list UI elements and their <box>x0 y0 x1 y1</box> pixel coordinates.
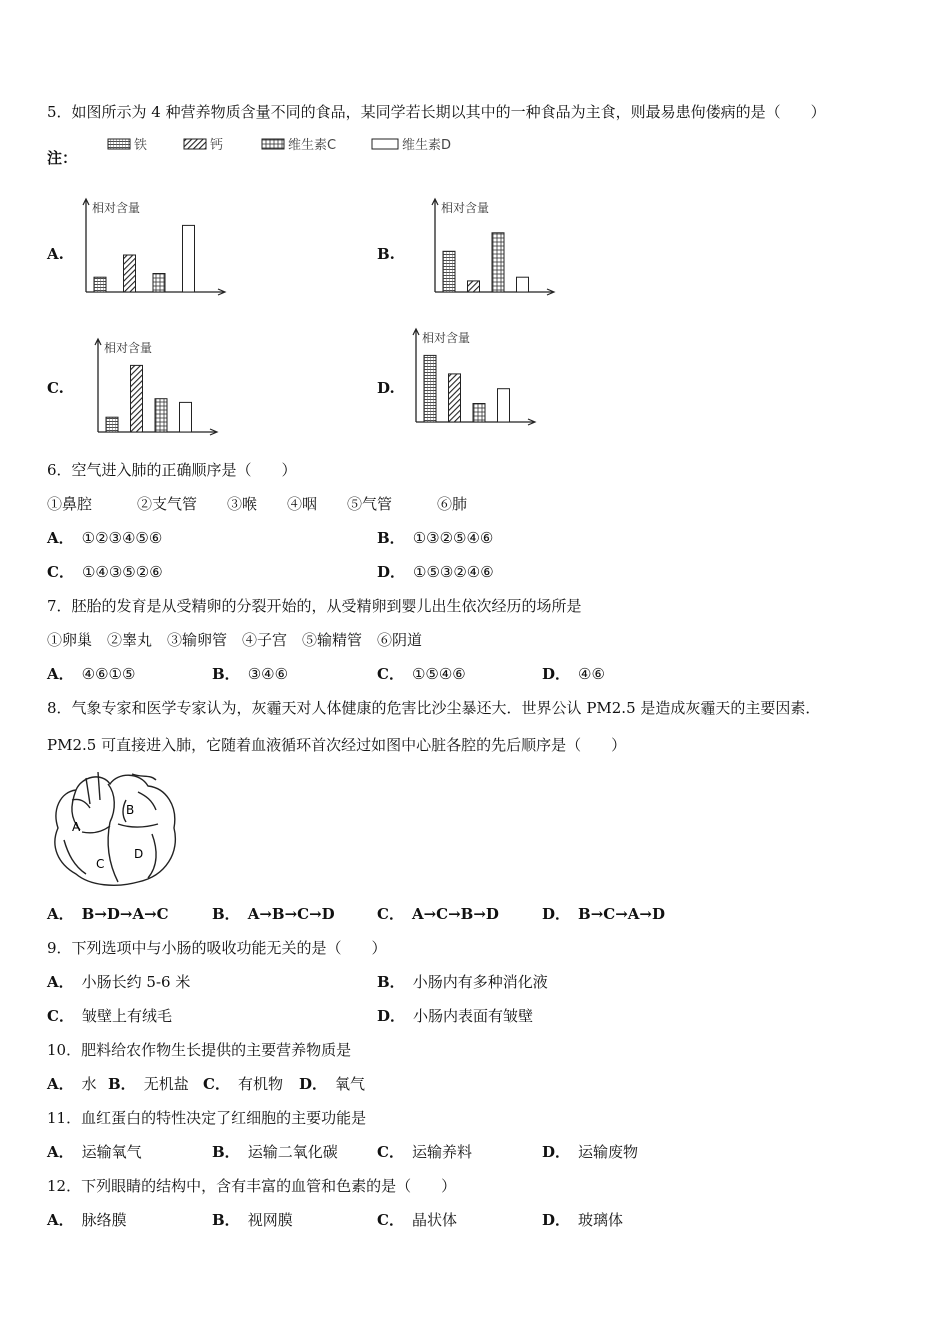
q5-option-d-label: D. <box>377 379 395 397</box>
q11-option-b-label: B． <box>212 1143 240 1161</box>
q11-option-b-text: 运输二氧化碳 <box>247 1143 338 1161</box>
q10-option-d[interactable] <box>299 1074 365 1094</box>
bar-vitamin-c <box>155 399 167 432</box>
q11-option-a[interactable] <box>47 1142 142 1162</box>
bar-iron <box>443 251 455 292</box>
q8-option-b-text: A→B→C→D <box>247 905 335 923</box>
q11-option-c-text: 运输养料 <box>411 1143 472 1161</box>
q7-option-b[interactable] <box>212 664 288 684</box>
q12-option-c[interactable] <box>377 1210 457 1230</box>
heart-label-d: D <box>134 847 144 861</box>
q9-option-b-text: 小肠内有多种消化液 <box>412 973 548 991</box>
q9-stem: 9．下列选项中与小肠的吸收功能无关的是（ ） <box>47 939 387 957</box>
q6-option-c-text: ①④③⑤②⑥ <box>81 563 163 581</box>
q12-option-a-label: A． <box>47 1211 74 1229</box>
q6-option-a[interactable] <box>47 528 162 548</box>
q9-option-d-text: 小肠内表面有皱壁 <box>413 1007 534 1025</box>
q6-option-a-text: ①②③④⑤⑥ <box>81 529 163 547</box>
q9-option-a[interactable] <box>47 972 190 992</box>
bar-chart-b <box>427 196 557 300</box>
q10-option-b[interactable] <box>108 1074 189 1094</box>
q8-stem-line1: 8．气象专家和医学专家认为，灰霾天对人体健康的危害比沙尘暴还大．世界公认 PM2.5 是造成灰霾天的主要因素． <box>47 699 821 717</box>
q9-option-a-text: 小肠长约 5-6 米 <box>81 973 191 991</box>
bar-calcium <box>468 281 480 292</box>
y-axis-label: 相对含量 <box>422 331 471 345</box>
q7-option-c-text: ①⑤④⑥ <box>411 665 466 683</box>
bar-vitamin-d <box>183 225 195 292</box>
bar-vitamin-c <box>492 233 504 292</box>
q6-option-d-label: D． <box>377 563 406 581</box>
q11-option-c-label: C． <box>377 1143 404 1161</box>
q10-option-a-text: 水 <box>81 1075 97 1093</box>
q12-option-a-text: 脉络膜 <box>81 1211 127 1229</box>
q6-option-b-label: B． <box>377 529 405 547</box>
y-axis-label: 相对含量 <box>441 201 490 215</box>
bar-calcium <box>131 365 143 432</box>
bar-vitamin-d <box>498 389 510 422</box>
y-axis-label: 相对含量 <box>104 341 153 355</box>
q8-option-b[interactable] <box>212 904 335 924</box>
q10-option-d-text: 氧气 <box>335 1075 366 1093</box>
q6-option-b-text: ①③②⑤④⑥ <box>412 529 494 547</box>
heart-label-b: B <box>126 803 135 817</box>
q10-option-a[interactable] <box>47 1074 97 1094</box>
q5-option-b-label: B. <box>377 245 395 263</box>
q11-option-d-label: D． <box>542 1143 571 1161</box>
q7-option-a-label: A． <box>47 665 74 683</box>
q5-note-label: 注： <box>47 149 78 167</box>
q6-option-d-text: ①⑤③②④⑥ <box>413 563 494 581</box>
q8-option-a[interactable] <box>47 904 169 924</box>
q8-option-a-text: B→D→A→C <box>81 905 169 923</box>
q8-option-d[interactable] <box>542 904 665 924</box>
q12-option-b-text: 视网膜 <box>247 1211 293 1229</box>
legend-calcium-label: 钙 <box>210 138 224 153</box>
q7-option-a-text: ④⑥①⑤ <box>81 665 136 683</box>
q5-stem: 5．如图所示为 4 种营养物质含量不同的食品，某同学若长期以其中的一种食品为主食，则最易患佝偻病的是（ ） <box>47 103 826 121</box>
q9-option-b-label: B． <box>377 973 405 991</box>
q6-option-b[interactable] <box>377 528 493 548</box>
q6-items: ①鼻腔 ②支气管 ③喉 ④咽 ⑤气管 ⑥肺 <box>47 495 468 513</box>
q8-option-d-text: B→C→A→D <box>578 905 665 923</box>
q11-option-c[interactable] <box>377 1142 472 1162</box>
q7-option-c-label: C． <box>377 665 404 683</box>
q7-option-a[interactable] <box>47 664 135 684</box>
q8-option-c[interactable] <box>377 904 499 924</box>
legend-vitamin-d <box>372 137 451 153</box>
q12-option-d-text: 玻璃体 <box>578 1211 624 1229</box>
q11-option-b[interactable] <box>212 1142 338 1162</box>
q12-option-d-label: D． <box>542 1211 571 1229</box>
q9-option-a-label: A． <box>47 973 74 991</box>
q8-option-d-label: D． <box>542 905 571 923</box>
q11-option-d-text: 运输废物 <box>578 1143 639 1161</box>
q12-option-d[interactable] <box>542 1210 623 1230</box>
q9-option-c-label: C． <box>47 1007 74 1025</box>
q7-stem: 7．胚胎的发育是从受精卵的分裂开始的，从受精卵到婴儿出生依次经历的场所是 <box>47 597 582 615</box>
q6-option-c[interactable] <box>47 562 163 582</box>
q9-option-b[interactable] <box>377 972 548 992</box>
bar-iron <box>106 417 118 432</box>
q7-option-d-text: ④⑥ <box>578 665 605 683</box>
heart-label-c: C <box>96 857 105 871</box>
q8-option-c-label: C． <box>377 905 404 923</box>
q9-option-c[interactable] <box>47 1006 172 1026</box>
q9-option-c-text: 皱壁上有绒毛 <box>81 1007 172 1025</box>
bar-chart-d <box>408 326 538 430</box>
q9-option-d-label: D． <box>377 1007 406 1025</box>
q7-option-b-label: B． <box>212 665 240 683</box>
q10-option-d-label: D． <box>299 1075 328 1093</box>
q12-option-c-text: 晶状体 <box>411 1211 457 1229</box>
q10-option-c-text: 有机物 <box>237 1075 283 1093</box>
bar-vitamin-d <box>180 402 192 432</box>
q5-option-c-label: C. <box>47 379 64 397</box>
y-axis-label: 相对含量 <box>92 201 141 215</box>
q12-option-b[interactable] <box>212 1210 293 1230</box>
q12-option-b-label: B． <box>212 1211 240 1229</box>
q10-option-a-label: A． <box>47 1075 74 1093</box>
q7-items: ①卵巢 ②睾丸 ③输卵管 ④子宫 ⑤输精管 ⑥阴道 <box>47 631 423 649</box>
bar-vitamin-d <box>517 277 529 292</box>
legend-vitamin-c-label: 维生素C <box>288 138 337 153</box>
q6-stem: 6．空气进入肺的正确顺序是（ ） <box>47 461 297 479</box>
legend-vitamin-d-label: 维生素D <box>402 138 452 153</box>
bar-chart-c <box>90 336 220 440</box>
q10-option-c[interactable] <box>203 1074 283 1094</box>
legend-iron-label: 铁 <box>134 138 148 153</box>
q6-option-a-label: A． <box>47 529 74 547</box>
q12-stem: 12．下列眼睛的结构中，含有丰富的血管和色素的是（ ） <box>47 1177 457 1195</box>
q8-option-c-text: A→C→B→D <box>411 905 499 923</box>
bar-calcium <box>449 374 461 422</box>
bar-iron <box>424 355 436 422</box>
q5-legend <box>100 134 480 156</box>
q6-option-c-label: C． <box>47 563 74 581</box>
q7-option-d[interactable] <box>542 664 605 684</box>
q11-option-d[interactable] <box>542 1142 638 1162</box>
bar-calcium <box>124 255 136 292</box>
q7-option-c[interactable] <box>377 664 466 684</box>
q11-stem: 11．血红蛋白的特性决定了红细胞的主要功能是 <box>47 1109 367 1127</box>
q11-option-a-text: 运输氧气 <box>81 1143 142 1161</box>
q11-option-a-label: A． <box>47 1143 74 1161</box>
q12-option-a[interactable] <box>47 1210 127 1230</box>
q9-option-d[interactable] <box>377 1006 533 1026</box>
q6-option-d[interactable] <box>377 562 494 582</box>
legend-calcium <box>184 138 223 153</box>
legend-iron <box>108 137 147 153</box>
bar-vitamin-c <box>473 404 485 423</box>
q7-option-b-text: ③④⑥ <box>247 665 289 683</box>
bar-vitamin-c <box>153 274 165 293</box>
q5-option-a-label: A. <box>47 245 64 263</box>
q8-option-b-label: B． <box>212 905 240 923</box>
heart-diagram <box>46 770 182 890</box>
q12-option-c-label: C． <box>377 1211 404 1229</box>
q10-option-c-label: C． <box>203 1075 230 1093</box>
q10-option-b-label: B． <box>108 1075 136 1093</box>
q8-stem-line2: PM2.5 可直接进入肺，它随着血液循环首次经过如图中心脏各腔的先后顺序是（ ） <box>47 736 627 754</box>
q7-option-d-label: D． <box>542 665 571 683</box>
q10-stem: 10．肥料给农作物生长提供的主要营养物质是 <box>47 1041 352 1059</box>
bar-chart-a <box>78 196 228 300</box>
heart-label-a: A <box>72 820 81 834</box>
legend-vitamin-c <box>262 137 336 153</box>
bar-iron <box>94 277 106 292</box>
q8-option-a-label: A． <box>47 905 74 923</box>
q10-option-b-text: 无机盐 <box>143 1075 189 1093</box>
